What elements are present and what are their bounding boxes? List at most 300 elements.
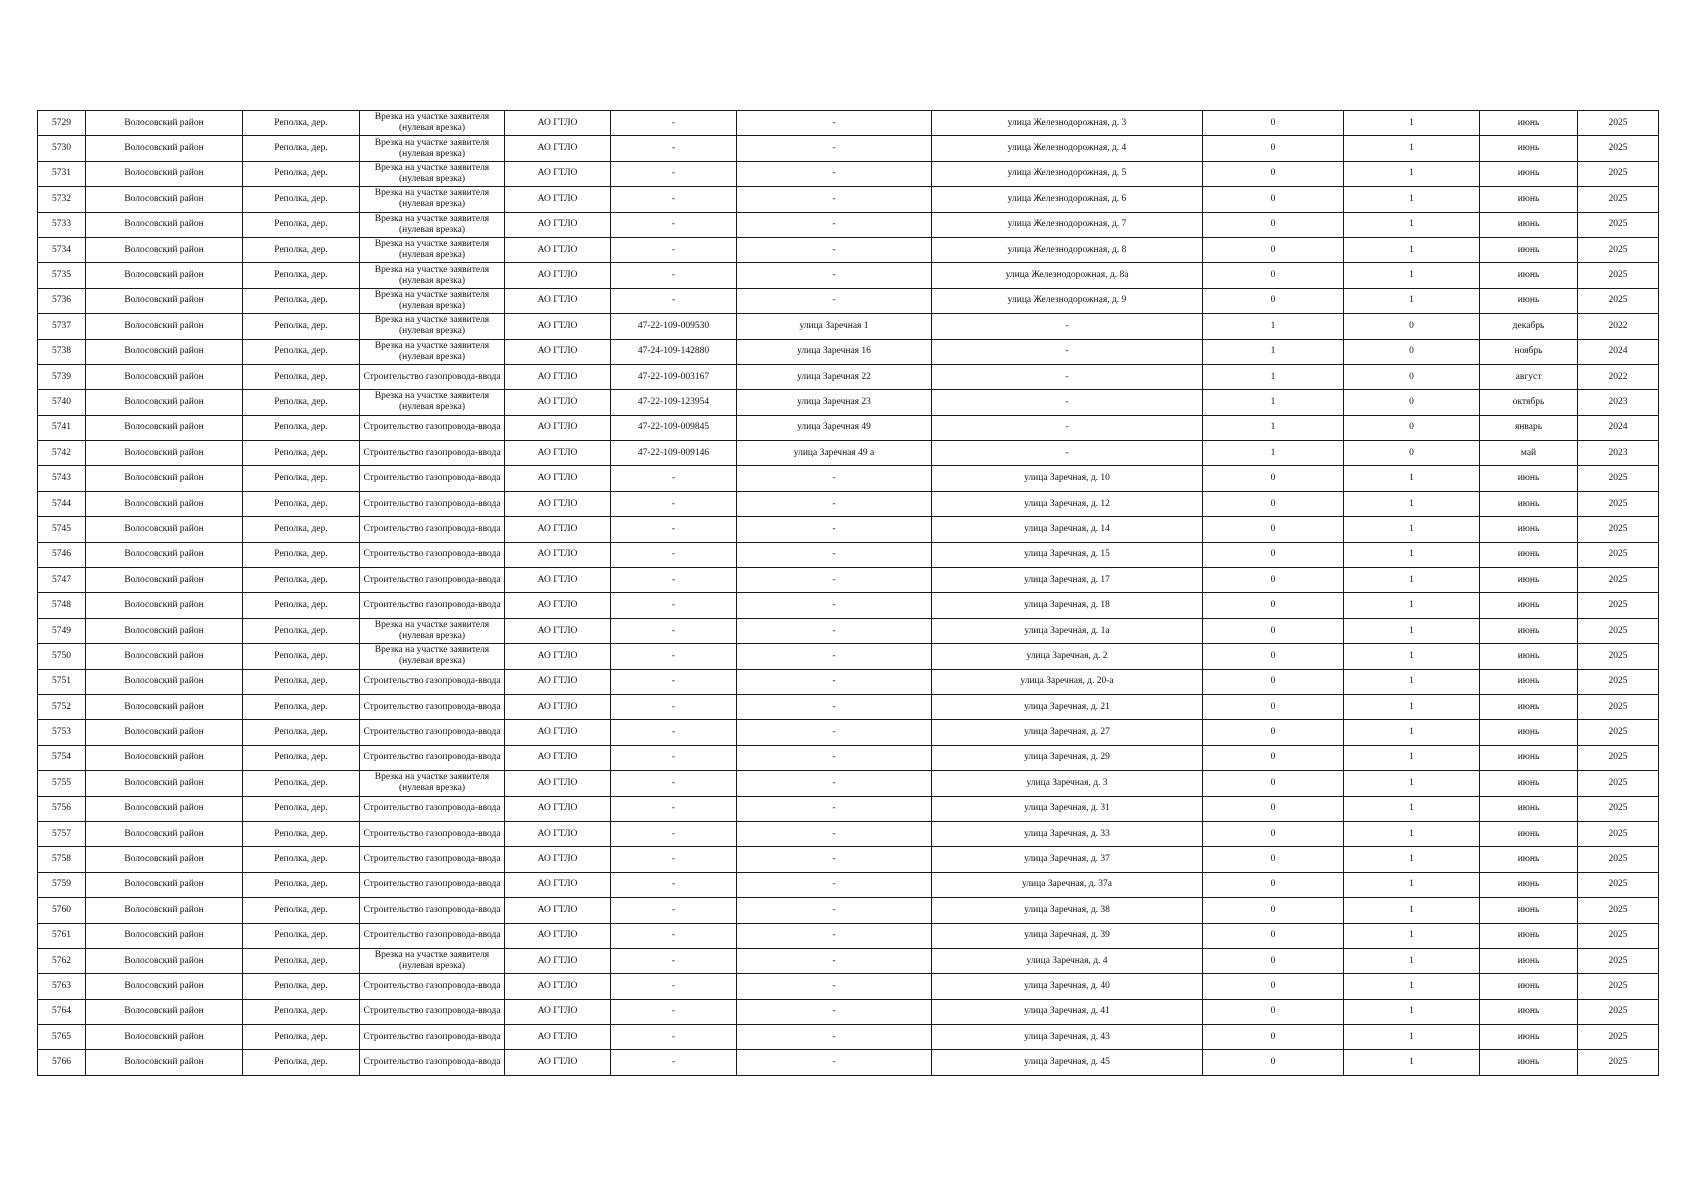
cell-cadastral-number: - — [611, 847, 737, 872]
cell-work-type: Строительство газопровода-ввода — [360, 745, 505, 770]
cell-no: 5742 — [38, 441, 86, 466]
cell-no: 5735 — [38, 263, 86, 288]
cell-month: июнь — [1480, 669, 1578, 694]
cell-month: июнь — [1480, 821, 1578, 846]
cell-flag-a: 0 — [1203, 136, 1344, 161]
cell-address-planned: улица Заречная, д. 37а — [932, 872, 1203, 897]
cell-district: Волосовский район — [86, 745, 243, 770]
table-row — [38, 796, 1659, 821]
cell-month: июнь — [1480, 796, 1578, 821]
cell-settlement: Реполка, дер. — [243, 161, 360, 186]
cell-year: 2025 — [1578, 771, 1659, 796]
cell-flag-b: 0 — [1344, 339, 1480, 364]
cell-no: 5748 — [38, 593, 86, 618]
cell-organization: АО ГТЛО — [505, 669, 611, 694]
cell-month: июнь — [1480, 923, 1578, 948]
cell-year: 2025 — [1578, 593, 1659, 618]
cell-settlement: Реполка, дер. — [243, 796, 360, 821]
cell-district: Волосовский район — [86, 796, 243, 821]
cell-organization: АО ГТЛО — [505, 466, 611, 491]
cell-district: Волосовский район — [86, 212, 243, 237]
table-row — [38, 923, 1659, 948]
cell-organization: АО ГТЛО — [505, 618, 611, 643]
cell-year: 2025 — [1578, 872, 1659, 897]
cell-address-existing: - — [737, 694, 932, 719]
cell-address-existing: - — [737, 466, 932, 491]
cell-address-existing: улица Заречная 23 — [737, 390, 932, 415]
cell-district: Волосовский район — [86, 364, 243, 389]
cell-month: июнь — [1480, 568, 1578, 593]
cell-year: 2025 — [1578, 568, 1659, 593]
cell-cadastral-number: - — [611, 263, 737, 288]
cell-flag-b: 0 — [1344, 390, 1480, 415]
cell-work-type: Строительство газопровода-ввода — [360, 821, 505, 846]
cell-work-type: Строительство газопровода-ввода — [360, 847, 505, 872]
cell-flag-b: 1 — [1344, 161, 1480, 186]
cell-year: 2025 — [1578, 745, 1659, 770]
cell-organization: АО ГТЛО — [505, 237, 611, 262]
cell-district: Волосовский район — [86, 923, 243, 948]
cell-district: Волосовский район — [86, 517, 243, 542]
cell-year: 2025 — [1578, 974, 1659, 999]
cell-address-existing: - — [737, 111, 932, 136]
cell-year: 2024 — [1578, 415, 1659, 440]
cell-address-planned: улица Заречная, д. 40 — [932, 974, 1203, 999]
cell-address-existing: улица Заречная 49 — [737, 415, 932, 440]
cell-organization: АО ГТЛО — [505, 136, 611, 161]
cell-organization: АО ГТЛО — [505, 948, 611, 973]
cell-month: июнь — [1480, 491, 1578, 516]
cell-flag-a: 0 — [1203, 821, 1344, 846]
cell-address-planned: - — [932, 415, 1203, 440]
cell-year: 2025 — [1578, 517, 1659, 542]
cell-flag-b: 1 — [1344, 694, 1480, 719]
cell-work-type: Врезка на участке заявителя (нулевая врезка) — [360, 390, 505, 415]
table-row — [38, 517, 1659, 542]
cell-month: июнь — [1480, 212, 1578, 237]
cell-cadastral-number: - — [611, 720, 737, 745]
cell-no: 5729 — [38, 111, 86, 136]
cell-address-planned: - — [932, 364, 1203, 389]
cell-address-planned: улица Заречная, д. 38 — [932, 898, 1203, 923]
cell-settlement: Реполка, дер. — [243, 593, 360, 618]
cell-month: август — [1480, 364, 1578, 389]
cell-no: 5746 — [38, 542, 86, 567]
cell-address-planned: улица Заречная, д. 10 — [932, 466, 1203, 491]
cell-month: июнь — [1480, 263, 1578, 288]
cell-month: декабрь — [1480, 314, 1578, 339]
table-row — [38, 847, 1659, 872]
cell-organization: АО ГТЛО — [505, 1050, 611, 1075]
cell-settlement: Реполка, дер. — [243, 923, 360, 948]
cell-cadastral-number: - — [611, 136, 737, 161]
cell-month: июнь — [1480, 136, 1578, 161]
cell-address-existing: - — [737, 212, 932, 237]
cell-work-type: Строительство газопровода-ввода — [360, 898, 505, 923]
cell-settlement: Реполка, дер. — [243, 136, 360, 161]
cell-work-type: Строительство газопровода-ввода — [360, 491, 505, 516]
cell-year: 2025 — [1578, 948, 1659, 973]
cell-flag-a: 0 — [1203, 491, 1344, 516]
cell-flag-b: 1 — [1344, 618, 1480, 643]
cell-address-existing: - — [737, 720, 932, 745]
cell-settlement: Реполка, дер. — [243, 237, 360, 262]
cell-district: Волосовский район — [86, 237, 243, 262]
cell-settlement: Реполка, дер. — [243, 390, 360, 415]
cell-flag-a: 0 — [1203, 898, 1344, 923]
cell-district: Волосовский район — [86, 821, 243, 846]
cell-work-type: Врезка на участке заявителя (нулевая врезка) — [360, 314, 505, 339]
cell-no: 5747 — [38, 568, 86, 593]
cell-no: 5745 — [38, 517, 86, 542]
cell-address-planned: улица Заречная, д. 45 — [932, 1050, 1203, 1075]
table-row — [38, 568, 1659, 593]
cell-organization: АО ГТЛО — [505, 415, 611, 440]
cell-cadastral-number: - — [611, 771, 737, 796]
cell-work-type: Строительство газопровода-ввода — [360, 542, 505, 567]
cell-flag-b: 1 — [1344, 923, 1480, 948]
cell-flag-b: 1 — [1344, 745, 1480, 770]
cell-address-existing: - — [737, 974, 932, 999]
table-row — [38, 136, 1659, 161]
cell-work-type: Строительство газопровода-ввода — [360, 517, 505, 542]
cell-flag-b: 0 — [1344, 314, 1480, 339]
cell-settlement: Реполка, дер. — [243, 821, 360, 846]
cell-address-existing: улица Заречная 1 — [737, 314, 932, 339]
cell-cadastral-number: - — [611, 111, 737, 136]
cell-flag-b: 0 — [1344, 441, 1480, 466]
cell-flag-a: 0 — [1203, 948, 1344, 973]
cell-organization: АО ГТЛО — [505, 542, 611, 567]
cell-year: 2025 — [1578, 111, 1659, 136]
cell-settlement: Реполка, дер. — [243, 111, 360, 136]
cell-organization: АО ГТЛО — [505, 1025, 611, 1050]
cell-month: июнь — [1480, 872, 1578, 897]
cell-settlement: Реполка, дер. — [243, 694, 360, 719]
cell-no: 5752 — [38, 694, 86, 719]
cell-organization: АО ГТЛО — [505, 187, 611, 212]
cell-year: 2025 — [1578, 1025, 1659, 1050]
cell-settlement: Реполка, дер. — [243, 618, 360, 643]
cell-district: Волосовский район — [86, 111, 243, 136]
table-row — [38, 1025, 1659, 1050]
cell-flag-a: 0 — [1203, 593, 1344, 618]
cell-work-type: Врезка на участке заявителя (нулевая врезка) — [360, 212, 505, 237]
cell-address-planned: - — [932, 390, 1203, 415]
cell-address-existing: - — [737, 898, 932, 923]
cell-month: июнь — [1480, 288, 1578, 313]
cell-settlement: Реполка, дер. — [243, 1050, 360, 1075]
cell-flag-a: 1 — [1203, 314, 1344, 339]
cell-no: 5743 — [38, 466, 86, 491]
table-row — [38, 390, 1659, 415]
cell-settlement: Реполка, дер. — [243, 415, 360, 440]
cell-address-existing: улица Заречная 22 — [737, 364, 932, 389]
cell-address-existing: - — [737, 948, 932, 973]
table-row — [38, 237, 1659, 262]
cell-flag-a: 0 — [1203, 720, 1344, 745]
cell-district: Волосовский район — [86, 948, 243, 973]
cell-cadastral-number: - — [611, 1050, 737, 1075]
cell-year: 2025 — [1578, 644, 1659, 669]
cell-no: 5765 — [38, 1025, 86, 1050]
cell-settlement: Реполка, дер. — [243, 491, 360, 516]
table-row — [38, 542, 1659, 567]
cell-no: 5740 — [38, 390, 86, 415]
cell-address-planned: улица Заречная, д. 31 — [932, 796, 1203, 821]
cell-work-type: Строительство газопровода-ввода — [360, 974, 505, 999]
cell-cadastral-number: - — [611, 796, 737, 821]
table-row — [38, 821, 1659, 846]
cell-address-planned: улица Заречная, д. 39 — [932, 923, 1203, 948]
cell-year: 2025 — [1578, 694, 1659, 719]
cell-settlement: Реполка, дер. — [243, 644, 360, 669]
cell-cadastral-number: - — [611, 161, 737, 186]
cell-flag-a: 0 — [1203, 923, 1344, 948]
cell-flag-a: 1 — [1203, 441, 1344, 466]
cell-settlement: Реполка, дер. — [243, 999, 360, 1024]
cell-work-type: Врезка на участке заявителя (нулевая врезка) — [360, 618, 505, 643]
table-row — [38, 288, 1659, 313]
table-row — [38, 771, 1659, 796]
cell-year: 2025 — [1578, 491, 1659, 516]
cell-month: июнь — [1480, 237, 1578, 262]
cell-flag-b: 1 — [1344, 136, 1480, 161]
cell-address-planned: улица Железнодорожная, д. 5 — [932, 161, 1203, 186]
table-row — [38, 415, 1659, 440]
cell-month: июнь — [1480, 898, 1578, 923]
cell-settlement: Реполка, дер. — [243, 1025, 360, 1050]
cell-address-existing: - — [737, 1025, 932, 1050]
cell-work-type: Строительство газопровода-ввода — [360, 1050, 505, 1075]
cell-no: 5754 — [38, 745, 86, 770]
cell-work-type: Врезка на участке заявителя (нулевая врезка) — [360, 339, 505, 364]
cell-flag-a: 0 — [1203, 618, 1344, 643]
table-row — [38, 745, 1659, 770]
cell-work-type: Врезка на участке заявителя (нулевая врезка) — [360, 237, 505, 262]
table-row — [38, 974, 1659, 999]
cell-month: октябрь — [1480, 390, 1578, 415]
cell-month: июнь — [1480, 593, 1578, 618]
cell-settlement: Реполка, дер. — [243, 771, 360, 796]
cell-address-existing: улица Заречная 49 а — [737, 441, 932, 466]
cell-address-existing: - — [737, 288, 932, 313]
cell-address-existing: - — [737, 821, 932, 846]
cell-settlement: Реполка, дер. — [243, 974, 360, 999]
cell-flag-b: 1 — [1344, 898, 1480, 923]
cell-district: Волосовский район — [86, 136, 243, 161]
table-row — [38, 720, 1659, 745]
cell-flag-b: 1 — [1344, 542, 1480, 567]
cell-no: 5759 — [38, 872, 86, 897]
table-row — [38, 187, 1659, 212]
cell-organization: АО ГТЛО — [505, 974, 611, 999]
cell-work-type: Строительство газопровода-ввода — [360, 415, 505, 440]
cell-year: 2025 — [1578, 923, 1659, 948]
cell-address-planned: улица Заречная, д. 14 — [932, 517, 1203, 542]
cell-flag-b: 1 — [1344, 237, 1480, 262]
cell-flag-b: 1 — [1344, 644, 1480, 669]
table-row — [38, 872, 1659, 897]
cell-organization: АО ГТЛО — [505, 568, 611, 593]
table-row — [38, 161, 1659, 186]
cell-district: Волосовский район — [86, 542, 243, 567]
cell-flag-b: 1 — [1344, 1025, 1480, 1050]
cell-work-type: Строительство газопровода-ввода — [360, 694, 505, 719]
cell-address-existing: - — [737, 237, 932, 262]
cell-flag-b: 1 — [1344, 517, 1480, 542]
cell-address-existing: - — [737, 542, 932, 567]
cell-district: Волосовский район — [86, 491, 243, 516]
cell-address-planned: улица Заречная, д. 4 — [932, 948, 1203, 973]
cell-flag-b: 1 — [1344, 796, 1480, 821]
cell-address-planned: улица Заречная, д. 33 — [932, 821, 1203, 846]
cell-no: 5741 — [38, 415, 86, 440]
cell-address-planned: улица Железнодорожная, д. 8 — [932, 237, 1203, 262]
cell-no: 5766 — [38, 1050, 86, 1075]
cell-work-type: Строительство газопровода-ввода — [360, 999, 505, 1024]
cell-month: июнь — [1480, 644, 1578, 669]
cell-work-type: Строительство газопровода-ввода — [360, 593, 505, 618]
cell-settlement: Реполка, дер. — [243, 466, 360, 491]
table-row — [38, 1050, 1659, 1075]
cell-address-existing: - — [737, 796, 932, 821]
cell-address-planned: улица Заречная, д. 18 — [932, 593, 1203, 618]
cell-flag-b: 1 — [1344, 187, 1480, 212]
cell-flag-a: 0 — [1203, 847, 1344, 872]
cell-address-existing: - — [737, 847, 932, 872]
cell-address-existing: - — [737, 669, 932, 694]
cell-flag-a: 0 — [1203, 237, 1344, 262]
cell-year: 2025 — [1578, 898, 1659, 923]
cell-flag-b: 1 — [1344, 212, 1480, 237]
cell-flag-a: 0 — [1203, 999, 1344, 1024]
cell-month: июнь — [1480, 745, 1578, 770]
table-row — [38, 364, 1659, 389]
cell-work-type: Врезка на участке заявителя (нулевая врезка) — [360, 948, 505, 973]
cell-address-existing: - — [737, 618, 932, 643]
cell-address-existing: - — [737, 517, 932, 542]
cell-year: 2025 — [1578, 1050, 1659, 1075]
cell-month: июнь — [1480, 847, 1578, 872]
cell-no: 5756 — [38, 796, 86, 821]
table-row — [38, 441, 1659, 466]
table-row — [38, 212, 1659, 237]
cell-district: Волосовский район — [86, 771, 243, 796]
cell-flag-a: 0 — [1203, 263, 1344, 288]
cell-month: июнь — [1480, 974, 1578, 999]
cell-no: 5733 — [38, 212, 86, 237]
cell-district: Волосовский район — [86, 415, 243, 440]
cell-organization: АО ГТЛО — [505, 745, 611, 770]
cell-work-type: Строительство газопровода-ввода — [360, 466, 505, 491]
cell-cadastral-number: - — [611, 212, 737, 237]
cell-flag-a: 0 — [1203, 542, 1344, 567]
cell-year: 2024 — [1578, 339, 1659, 364]
cell-organization: АО ГТЛО — [505, 161, 611, 186]
cell-work-type: Врезка на участке заявителя (нулевая врезка) — [360, 288, 505, 313]
cell-address-existing: - — [737, 136, 932, 161]
cell-address-planned: улица Заречная, д. 27 — [932, 720, 1203, 745]
cell-district: Волосовский район — [86, 847, 243, 872]
cell-address-planned: улица Заречная, д. 21 — [932, 694, 1203, 719]
cell-flag-b: 1 — [1344, 821, 1480, 846]
table-row — [38, 339, 1659, 364]
table-row — [38, 898, 1659, 923]
cell-flag-a: 1 — [1203, 364, 1344, 389]
cell-no: 5762 — [38, 948, 86, 973]
cell-settlement: Реполка, дер. — [243, 212, 360, 237]
cell-organization: АО ГТЛО — [505, 517, 611, 542]
cell-district: Волосовский район — [86, 593, 243, 618]
cell-year: 2025 — [1578, 796, 1659, 821]
cell-address-planned: улица Заречная, д. 37 — [932, 847, 1203, 872]
cell-work-type: Строительство газопровода-ввода — [360, 923, 505, 948]
cell-cadastral-number: - — [611, 974, 737, 999]
cell-flag-b: 1 — [1344, 491, 1480, 516]
table-row — [38, 466, 1659, 491]
cell-district: Волосовский район — [86, 872, 243, 897]
cell-settlement: Реполка, дер. — [243, 745, 360, 770]
cell-year: 2025 — [1578, 263, 1659, 288]
cell-cadastral-number: - — [611, 694, 737, 719]
cell-district: Волосовский район — [86, 187, 243, 212]
cell-organization: АО ГТЛО — [505, 644, 611, 669]
cell-month: июнь — [1480, 1025, 1578, 1050]
cell-year: 2022 — [1578, 314, 1659, 339]
cell-cadastral-number: - — [611, 948, 737, 973]
cell-month: май — [1480, 441, 1578, 466]
records-table-body — [38, 111, 1659, 1076]
cell-work-type: Строительство газопровода-ввода — [360, 1025, 505, 1050]
cell-organization: АО ГТЛО — [505, 491, 611, 516]
cell-settlement: Реполка, дер. — [243, 720, 360, 745]
cell-no: 5760 — [38, 898, 86, 923]
cell-month: июнь — [1480, 694, 1578, 719]
cell-organization: АО ГТЛО — [505, 263, 611, 288]
cell-no: 5737 — [38, 314, 86, 339]
cell-flag-b: 1 — [1344, 1050, 1480, 1075]
cell-cadastral-number: - — [611, 745, 737, 770]
cell-work-type: Строительство газопровода-ввода — [360, 720, 505, 745]
cell-address-existing: улица Заречная 16 — [737, 339, 932, 364]
cell-address-planned: улица Железнодорожная, д. 7 — [932, 212, 1203, 237]
cell-district: Волосовский район — [86, 694, 243, 719]
cell-year: 2023 — [1578, 390, 1659, 415]
cell-flag-a: 0 — [1203, 644, 1344, 669]
cell-address-existing: - — [737, 1050, 932, 1075]
cell-address-planned: улица Заречная, д. 17 — [932, 568, 1203, 593]
cell-district: Волосовский район — [86, 669, 243, 694]
cell-cadastral-number: - — [611, 187, 737, 212]
cell-organization: АО ГТЛО — [505, 720, 611, 745]
cell-month: июнь — [1480, 466, 1578, 491]
cell-work-type: Строительство газопровода-ввода — [360, 669, 505, 694]
cell-work-type: Строительство газопровода-ввода — [360, 796, 505, 821]
cell-flag-a: 0 — [1203, 872, 1344, 897]
cell-month: июнь — [1480, 948, 1578, 973]
cell-year: 2025 — [1578, 136, 1659, 161]
cell-settlement: Реполка, дер. — [243, 568, 360, 593]
cell-flag-a: 1 — [1203, 415, 1344, 440]
cell-month: июнь — [1480, 618, 1578, 643]
cell-district: Волосовский район — [86, 314, 243, 339]
cell-month: июнь — [1480, 161, 1578, 186]
cell-year: 2025 — [1578, 237, 1659, 262]
cell-organization: АО ГТЛО — [505, 872, 611, 897]
cell-flag-b: 1 — [1344, 263, 1480, 288]
cell-district: Волосовский район — [86, 1050, 243, 1075]
